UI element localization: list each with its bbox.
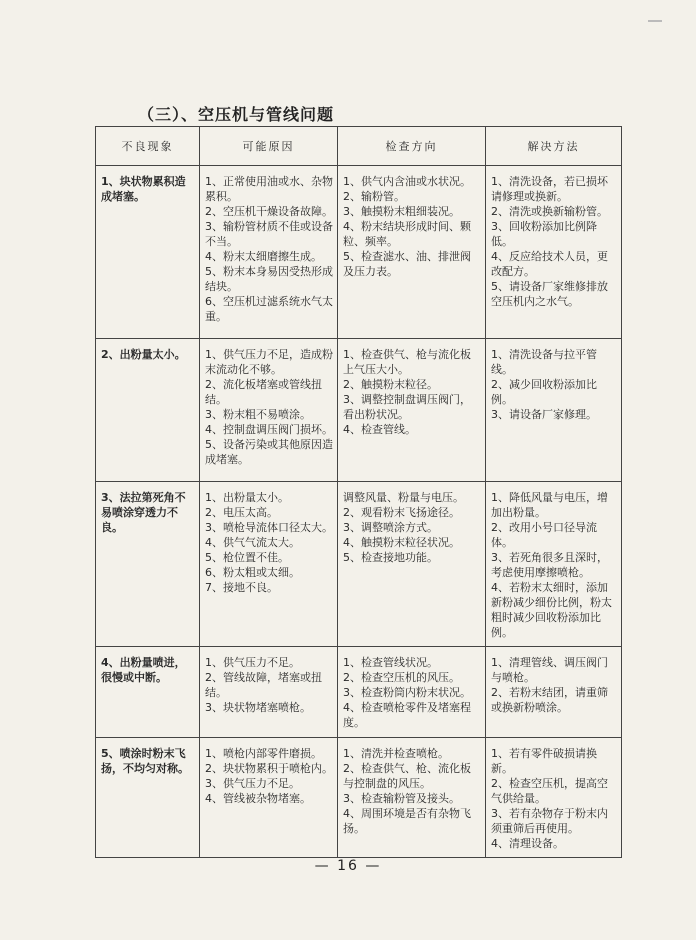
cause-cell bbox=[200, 647, 338, 738]
page-number: — 16 — bbox=[314, 858, 382, 874]
cause-line: 3、粉末粗不易喷涂。 bbox=[205, 408, 311, 421]
check-line: 2、输粉管。 bbox=[343, 190, 405, 203]
header-check: 检查方向 bbox=[338, 127, 486, 166]
solution-line: 4、反应给技术人员，更改配方。 bbox=[491, 250, 608, 278]
cause-line: 4、控制盘调压阀门损坏。 bbox=[205, 423, 333, 436]
cause-line: 4、粉末太细磨擦生成。 bbox=[205, 250, 322, 263]
check-line: 2、检查供气、枪、流化板与控制盘的风压。 bbox=[343, 762, 471, 790]
check-cell bbox=[338, 482, 486, 647]
solution-cell bbox=[486, 166, 622, 339]
check-line: 4、检查管线。 bbox=[343, 423, 416, 436]
check-line: 3、检查输粉管及接头。 bbox=[343, 792, 460, 805]
solution-cell bbox=[486, 339, 622, 482]
solution-line: 1、清洗设备与拉平管线。 bbox=[491, 348, 597, 376]
solution-line: 1、清洗设备，若已损坏请修理或换新。 bbox=[491, 175, 608, 203]
solution-line: 1、若有零件破损请换新。 bbox=[491, 747, 597, 775]
check-line: 4、触摸粉末粒径状况。 bbox=[343, 536, 460, 549]
cause-line: 6、空压机过滤系统水气太重。 bbox=[205, 295, 333, 323]
check-line: 1、清洗并检查喷枪。 bbox=[343, 747, 449, 760]
check-cell bbox=[338, 738, 486, 858]
cause-line: 3、输粉管材质不佳或设备不当。 bbox=[205, 220, 333, 248]
cause-line: 2、块状物累积于喷枪内。 bbox=[205, 762, 333, 775]
check-line: 3、检查粉筒内粉末状况。 bbox=[343, 686, 471, 699]
symptom-cell: 2、出粉量太小。 bbox=[96, 339, 200, 482]
table-header-row bbox=[96, 127, 622, 166]
check-line: 2、检查空压机的风压。 bbox=[343, 671, 460, 684]
cause-line: 4、管线被杂物堵塞。 bbox=[205, 792, 311, 805]
solution-cell bbox=[486, 738, 622, 858]
cause-line: 4、供气气流太大。 bbox=[205, 536, 300, 549]
check-cell bbox=[338, 647, 486, 738]
cause-line: 1、出粉量太小。 bbox=[205, 491, 289, 504]
table-row bbox=[96, 738, 622, 858]
check-line: 4、检查喷枪零件及堵塞程度。 bbox=[343, 701, 471, 729]
solution-line: 2、若粉末结团，请重筛或换新粉喷涂。 bbox=[491, 686, 608, 714]
cause-line: 3、喷枪导流体口径太大。 bbox=[205, 521, 333, 534]
solution-line: 2、改用小号口径导流体。 bbox=[491, 521, 597, 549]
cause-line: 1、供气压力不足，造成粉末流动化不够。 bbox=[205, 348, 333, 376]
cause-line: 7、接地不良。 bbox=[205, 581, 278, 594]
symptom-cell: 1、块状物累积造成堵塞。 bbox=[96, 166, 200, 339]
cause-cell bbox=[200, 166, 338, 339]
cause-line: 2、电压太高。 bbox=[205, 506, 278, 519]
cause-line: 3、块状物堵塞喷枪。 bbox=[205, 701, 311, 714]
cause-line: 2、管线故障，堵塞或扭结。 bbox=[205, 671, 322, 699]
check-line: 3、调整控制盘调压阀门，看出粉状况。 bbox=[343, 393, 471, 421]
table-body bbox=[96, 166, 622, 858]
check-cell bbox=[338, 339, 486, 482]
cause-line: 2、空压机干燥设备故障。 bbox=[205, 205, 333, 218]
cause-line: 1、正常使用油或水、杂物累积。 bbox=[205, 175, 333, 203]
cause-line: 5、枪位置不佳。 bbox=[205, 551, 289, 564]
cause-cell bbox=[200, 339, 338, 482]
check-line: 4、周围环境是否有杂物飞扬。 bbox=[343, 807, 471, 835]
section-title: （三）、空压机与管线问题 bbox=[138, 105, 335, 124]
solution-line: 2、减少回收粉添加比例。 bbox=[491, 378, 597, 406]
check-line: 3、触摸粉末粗细装况。 bbox=[343, 205, 460, 218]
cause-line: 6、粉太粗或太细。 bbox=[205, 566, 300, 579]
check-line: 1、检查供气、枪与流化板上气压大小。 bbox=[343, 348, 471, 376]
solution-line: 2、检查空压机，提高空气供给量。 bbox=[491, 777, 608, 805]
check-line: 5、检查滤水、油、排泄阀及压力表。 bbox=[343, 250, 471, 278]
check-line: 4、粉末结块形成时间、颗粒、频率。 bbox=[343, 220, 471, 248]
table-row bbox=[96, 166, 622, 339]
header-symptom: 不良现象 bbox=[96, 127, 200, 166]
cause-line: 5、粉末本身易因受热形成结块。 bbox=[205, 265, 333, 293]
troubleshooting-table bbox=[95, 126, 622, 858]
check-line: 调整风量、粉量与电压。 bbox=[343, 491, 464, 504]
cause-line: 1、供气压力不足。 bbox=[205, 656, 300, 669]
check-line: 2、触摸粉末粒径。 bbox=[343, 378, 438, 391]
solution-cell bbox=[486, 647, 622, 738]
check-line: 1、供气内含油或水状况。 bbox=[343, 175, 471, 188]
table-row bbox=[96, 647, 622, 738]
corner-mark bbox=[648, 20, 662, 22]
solution-line: 1、降低风量与电压，增加出粉量。 bbox=[491, 491, 608, 519]
check-line: 2、观看粉末飞扬途径。 bbox=[343, 506, 460, 519]
check-line: 5、检查接地功能。 bbox=[343, 551, 438, 564]
header-solution: 解决方法 bbox=[486, 127, 622, 166]
symptom-cell: 5、喷涂时粉末飞扬，不均匀对称。 bbox=[96, 738, 200, 858]
cause-line: 5、设备污染或其他原因造成堵塞。 bbox=[205, 438, 333, 466]
solution-line: 5、请设备厂家维修排放空压机内之水气。 bbox=[491, 280, 608, 308]
solution-line: 4、清理设备。 bbox=[491, 837, 564, 850]
solution-cell bbox=[486, 482, 622, 647]
solution-line: 3、若死角很多且深时，考虑使用摩擦喷枪。 bbox=[491, 551, 608, 579]
check-line: 3、调整喷涂方式。 bbox=[343, 521, 438, 534]
cause-line: 3、供气压力不足。 bbox=[205, 777, 300, 790]
check-cell bbox=[338, 166, 486, 339]
solution-line: 2、清洗或换新输粉管。 bbox=[491, 205, 608, 218]
cause-line: 1、喷枪内部零件磨损。 bbox=[205, 747, 322, 760]
table-row bbox=[96, 339, 622, 482]
solution-line: 3、回收粉添加比例降低。 bbox=[491, 220, 597, 248]
solution-line: 4、若粉末太细时，添加新粉减少细份比例，粉太粗时减少回收粉添加比例。 bbox=[491, 581, 612, 639]
check-line: 1、检查管线状况。 bbox=[343, 656, 438, 669]
table-row bbox=[96, 482, 622, 647]
header-cause: 可能原因 bbox=[200, 127, 338, 166]
cause-cell bbox=[200, 482, 338, 647]
solution-line: 3、请设备厂家修理。 bbox=[491, 408, 597, 421]
symptom-cell: 3、法拉第死角不易喷涂穿透力不良。 bbox=[96, 482, 200, 647]
cause-line: 2、流化板堵塞或管线扭结。 bbox=[205, 378, 322, 406]
solution-line: 1、清理管线、调压阀门与喷枪。 bbox=[491, 656, 608, 684]
cause-cell bbox=[200, 738, 338, 858]
symptom-cell: 4、出粉量喷进，很慢或中断。 bbox=[96, 647, 200, 738]
solution-line: 3、若有杂物存于粉末内须重筛后再使用。 bbox=[491, 807, 608, 835]
